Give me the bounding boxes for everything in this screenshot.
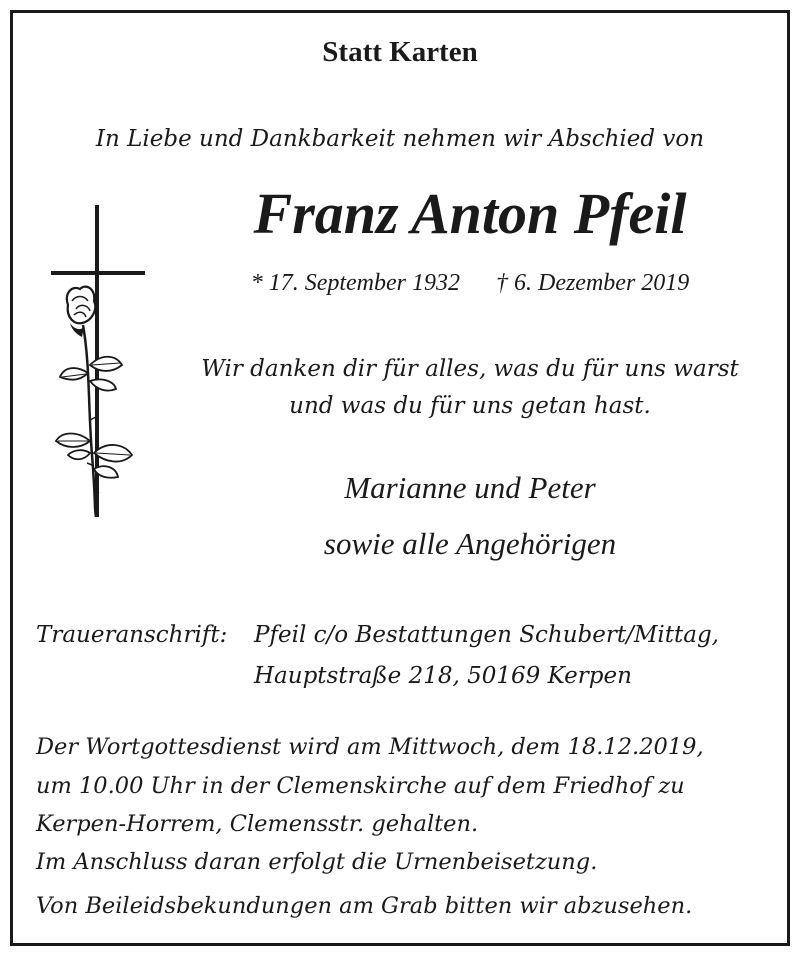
birth-date: * 17. September 1932 xyxy=(250,270,460,296)
family-line-1: Marianne und Peter xyxy=(344,470,596,505)
service-line-3: Kerpen-Horrem, Clemensstr. gehalten. xyxy=(36,811,479,837)
intro-line: In Liebe und Dankbarkeit nehmen wir Abschied von xyxy=(95,126,705,152)
cross-with-rose-icon xyxy=(48,205,148,523)
address-line-2: Hauptstraße 218, 50169 Kerpen xyxy=(254,663,632,689)
service-line-4: Im Anschluss daran erfolgt die Urnenbeisetzung. xyxy=(36,849,598,875)
thanks-line-1: Wir danken dir für alles, was du für uns warst xyxy=(201,356,739,382)
header-statt-karten: Statt Karten xyxy=(322,36,478,68)
service-line-1: Der Wortgottesdienst wird am Mittwoch, dem 18.12.2019, xyxy=(36,734,704,760)
address-line-1: Pfeil c/o Bestattungen Schubert/Mittag, xyxy=(254,622,719,648)
life-dates xyxy=(140,270,800,297)
family-line-2: sowie alle Angehörigen xyxy=(323,526,617,561)
deceased-name: Franz Anton Pfeil xyxy=(253,181,687,246)
closing-line: Von Beileidsbekundungen am Grab bitten wir abzusehen. xyxy=(36,893,693,919)
death-date: † 6. Dezember 2019 xyxy=(495,270,690,296)
address-label: Traueranschrift: xyxy=(36,622,228,648)
thanks-line-2: und was du für uns getan hast. xyxy=(289,393,651,419)
service-line-2: um 10.00 Uhr in der Clemenskirche auf dem Friedhof zu xyxy=(36,773,685,799)
